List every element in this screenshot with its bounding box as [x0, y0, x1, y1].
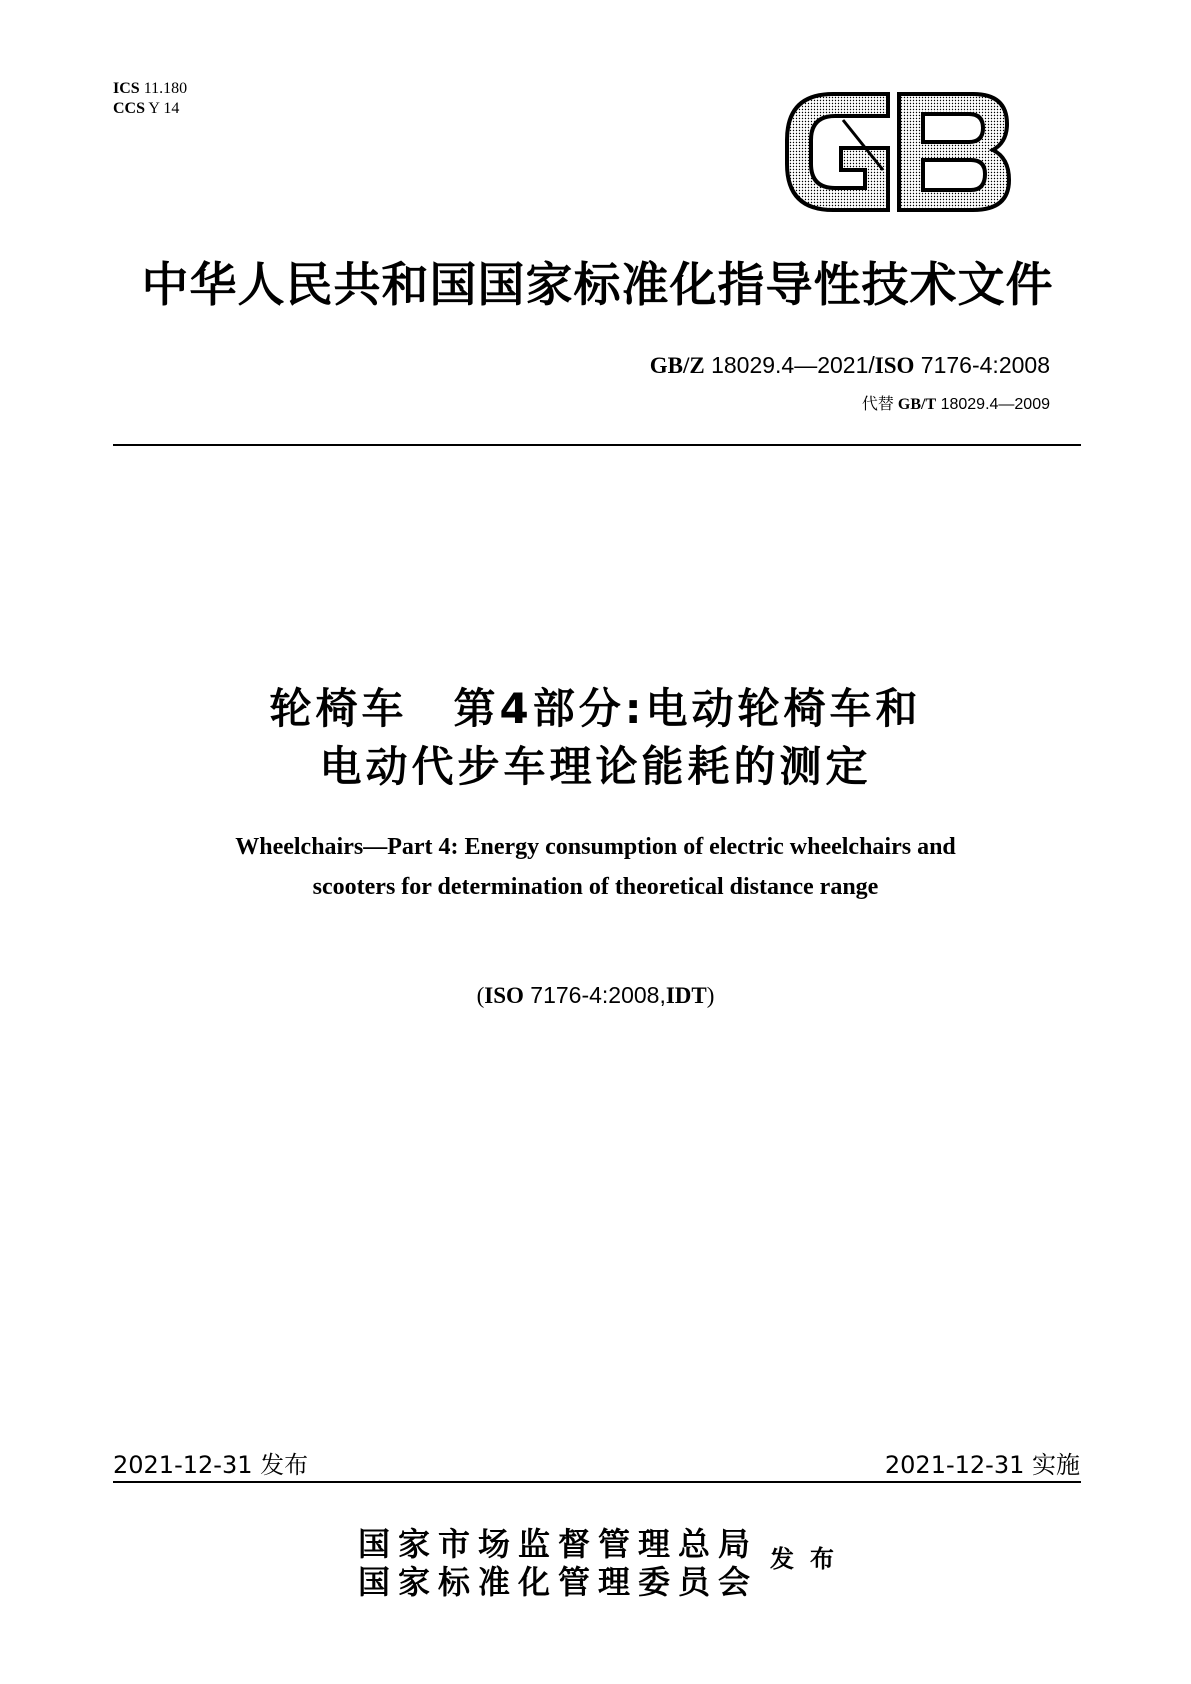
iso-equivalence: (ISO 7176-4:2008,IDT): [476, 982, 715, 1008]
gb-logo: [783, 90, 1013, 214]
issue-date: 2021-12-31 发布: [113, 1451, 309, 1479]
logo-text: GB: [783, 90, 785, 91]
english-title-line-1: Wheelchairs—Part 4: Energy consumption of electric wheelchairs and: [235, 834, 956, 860]
publish-label: 发布: [770, 1545, 850, 1573]
issuer-samr: 国家市场监督管理总局: [358, 1525, 759, 1563]
standard-number: GB/Z 18029.4—2021/ISO 7176-4:2008: [649, 352, 1050, 378]
replaces-standard: 代替 GB/T 18029.4—2009: [861, 396, 1050, 413]
implementation-date: 2021-12-31 实施: [884, 1451, 1080, 1479]
document-type: 中华人民共和国国家标准化指导性技术文件: [141, 258, 1054, 313]
english-title-line-2: scooters for determination of theoretical distance range: [312, 874, 879, 900]
ccs-code: CCS Y 14: [113, 100, 180, 117]
top-divider: [113, 444, 1081, 446]
classification-codes: [113, 79, 187, 119]
bottom-divider: [113, 1481, 1081, 1483]
chinese-title-line-1: 轮椅车 第4部分:电动轮椅车和: [269, 684, 922, 733]
ics-code: ICS 11.180: [113, 80, 188, 97]
issuer-sac: 国家标准化管理委员会: [358, 1563, 759, 1601]
chinese-title-line-2: 电动代步车理论能耗的测定: [319, 742, 872, 791]
